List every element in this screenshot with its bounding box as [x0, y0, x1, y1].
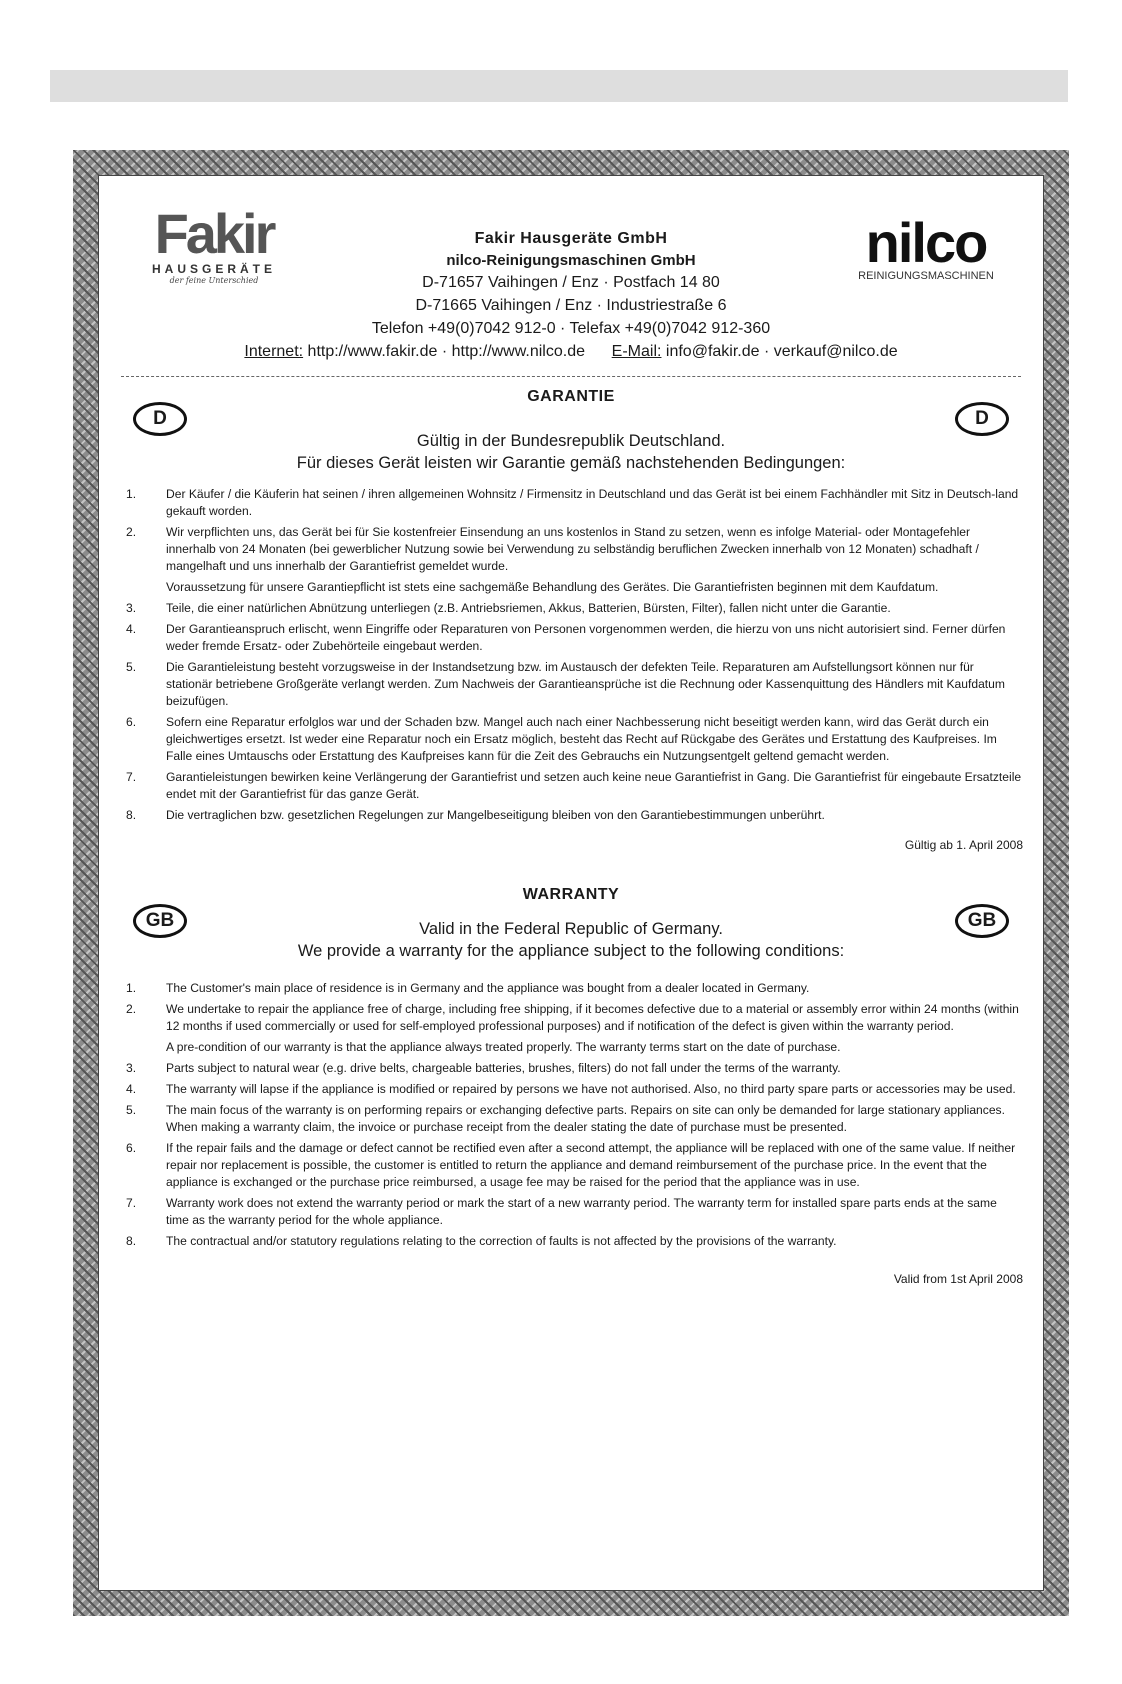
list-item: 5. Die Garantieleistung besteht vorzugsweise in der Instandsetzung bzw. im Austausch der defekten Teile. Reparaturen am Aufstellungsort können nur für stationär betriebene Großgeräte verlangt werden. Zum Nachweis der Garantieansprüche ist die Rechnung oder Kassenquittung des Händlers mit Kaufdatum beizufügen.: [126, 660, 1005, 708]
warranty-intro-1: Valid in the Federal Republic of Germany.: [419, 920, 723, 938]
list-item: 5. The main focus of the warranty is on performing repairs or exchanging defective parts. Repairs on site can only be demanded for large stationary appliances. When making a warranty claim, the invoice or purchase receipt from the dealer stating the date of purchase must be presented.: [126, 1103, 1005, 1134]
top-gray-bar: [50, 70, 1068, 102]
list-item: 4. Der Garantieanspruch erlischt, wenn Eingriffe oder Reparaturen von Personen vorgenommen werden, die hierzu von uns nicht autorisiert sind. Ferner dürfen weder fremde Ersatz- oder Zubehörteile eingebaut werden.: [126, 622, 1006, 653]
email-label: E-Mail:: [611, 343, 662, 360]
list-item: 2. We undertake to repair the appliance free of charge, including free shipping, if it becomes defective due to a material or assembly error within 24 months (within 12 months if used commercially or used for self-employed professional purposes) and if notification of the defect is given within the warranty period.: [126, 1002, 1019, 1033]
list-item: 8. Die vertraglichen bzw. gesetzlichen Regelungen zur Mangelbeseitigung bleiben von den Garantiebestimmungen unberührt.: [126, 808, 825, 822]
garantie-continuation: Voraussetzung für unsere Garantiepflicht ist stets eine sachgemäße Behandlung des Gerätes. Die Garantiefristen beginnen mit dem Kaufdatum.: [166, 580, 939, 594]
garantie-section: [99, 388, 1043, 852]
list-item: 7. Garantieleistungen bewirken keine Verlängerung der Garantiefrist und setzen auch keine neue Garantiefrist in Gang. Die Garantiefrist für eingebaute Ersatzteile endet mit der Garantiefrist für das ganze Gerät.: [126, 770, 1022, 801]
list-item: 6. If the repair fails and the damage or defect cannot be rectified even after a second attempt, the appliance will be replaced with one of the same value. If neither repair nor replacement is possible, the customer is entitled to return the appliance and demand reimbursement of the purchase price. In the event that the appliance is exchanged or the purchase price reimbursed, a usage fee may be raised for the period that the appliance was in use.: [126, 1141, 1016, 1189]
list-item: 7. Warranty work does not extend the warranty period or mark the start of a new warranty period. The warranty term for installed spare parts ends at the same time as the warranty period for the whole appliance.: [126, 1196, 997, 1227]
web-email-line: [99, 340, 1043, 363]
list-item: 2. Wir verpflichten uns, das Gerät bei für Sie kostenfreier Einsendung an uns kostenlos in Stand zu setzen, wenn es infolge Material- oder Montagefehler innerhalb von 24 Monaten (bei gewerblicher Nutzung sowie bei Verwendung zu selbständig beruflichen Zwecken innerhalb von 12 Monaten) schadhaft / mangelhaft und uns innerhalb der Garantiefrist gemeldet wurde.: [126, 525, 979, 573]
internet-label: Internet:: [244, 343, 304, 360]
address-street: D-71665 Vaihingen / Enz · Industriestraße 6: [415, 297, 727, 314]
warranty-list: [99, 980, 1043, 1035]
warranty-list-cont: [99, 1060, 1043, 1250]
badge-gb-right: GB: [955, 904, 1009, 938]
badge-d-right: D: [955, 402, 1009, 436]
phone-fax: Telefon +49(0)7042 912-0 · Telefax +49(0)7042 912-360: [371, 320, 771, 337]
badge-d-left: D: [133, 402, 187, 436]
warranty-section: [99, 886, 1043, 1286]
garantie-list: [99, 486, 1043, 575]
header: [99, 176, 1043, 376]
list-item: 8. The contractual and/or statutory regulations relating to the correction of faults is not affected by the provisions of the warranty.: [126, 1234, 837, 1248]
garantie-intro-1: Gültig in der Bundesrepublik Deutschland.: [416, 432, 726, 450]
fakir-logo-sub: HAUSGERÄTE: [151, 262, 276, 276]
internet-links[interactable]: http://www.fakir.de · http://www.nilco.de: [307, 343, 585, 360]
badge-gb-left: GB: [133, 904, 187, 938]
list-item: 3. Parts subject to natural wear (e.g. drive belts, chargeable batteries, brushes, filters) do not fall under the terms of the warranty.: [126, 1061, 841, 1075]
company-name-nilco: nilco-Reinigungsmaschinen GmbH: [446, 252, 696, 269]
warranty-continuation: A pre-condition of our warranty is that the appliance always treated properly. The warranty terms start on the date of purchase.: [166, 1040, 841, 1054]
list-item: 6. Sofern eine Reparatur erfolglos war und der Schaden bzw. Mangel auch nach einer Nachbesserung nicht beseitigt werden kann, wird das Gerät durch ein gleichwertiges ersetzt. Ist weder eine Reparatur noch ein Ersatz möglich, besteht das Recht auf Rückgabe des Gerätes und Erstattung des Kaufpreises. Im Falle eines Umtauschs oder Erstattung des Kaufpreises kann für die Zeit des Gebrauchs ein Nutzungsentgelt geltend gemacht werden.: [126, 715, 997, 763]
email-links[interactable]: info@fakir.de · verkauf@nilco.de: [665, 343, 898, 360]
warranty-title: WARRANTY: [522, 886, 620, 903]
list-item: 1. Der Käufer / die Käuferin hat seinen / ihren allgemeinen Wohnsitz / Firmensitz in Deutschland und das Gerät ist bei einem Fachhändler mit Sitz in Deutsch-land gekauft worden.: [126, 487, 1019, 518]
ornamental-border: [73, 150, 1069, 1616]
garantie-valid-date: Gültig ab 1. April 2008: [904, 838, 1023, 852]
nilco-logo: [851, 211, 1001, 282]
warranty-intro-2: We provide a warranty for the appliance subject to the following conditions:: [297, 942, 845, 960]
garantie-intro-2: Für dieses Gerät leisten wir Garantie gemäß nachstehenden Bedingungen:: [296, 454, 846, 472]
list-item: 4. The warranty will lapse if the appliance is modified or repaired by persons we have not authorised. Also, no third party spare parts or accessories may be used.: [126, 1082, 1016, 1096]
list-item: 3. Teile, die einer natürlichen Abnützung unterliegen (z.B. Antriebsriemen, Akkus, Batterien, Bürsten, Filter), fallen nicht unter die Garantie.: [126, 601, 891, 615]
nilco-logo-sub: REINIGUNGSMASCHINEN: [858, 270, 994, 282]
warranty-valid-date: Valid from 1st April 2008: [893, 1272, 1023, 1286]
garantie-title: GARANTIE: [527, 388, 615, 405]
fakir-logo-tagline: der feine Unterschied: [169, 276, 259, 285]
nilco-logo-word: nilco: [865, 211, 987, 274]
list-item: 1. The Customer's main place of residence is in Germany and the appliance was bought from a dealer located in Germany.: [126, 981, 810, 995]
address-postfach: D-71657 Vaihingen / Enz · Postfach 14 80: [422, 274, 720, 291]
company-name-fakir: Fakir Hausgeräte GmbH: [474, 230, 668, 247]
dashed-divider: [121, 376, 1021, 377]
garantie-list-cont: [99, 600, 1043, 824]
certificate-panel: [99, 176, 1043, 1590]
fakir-logo-word: Fakir: [154, 202, 274, 265]
